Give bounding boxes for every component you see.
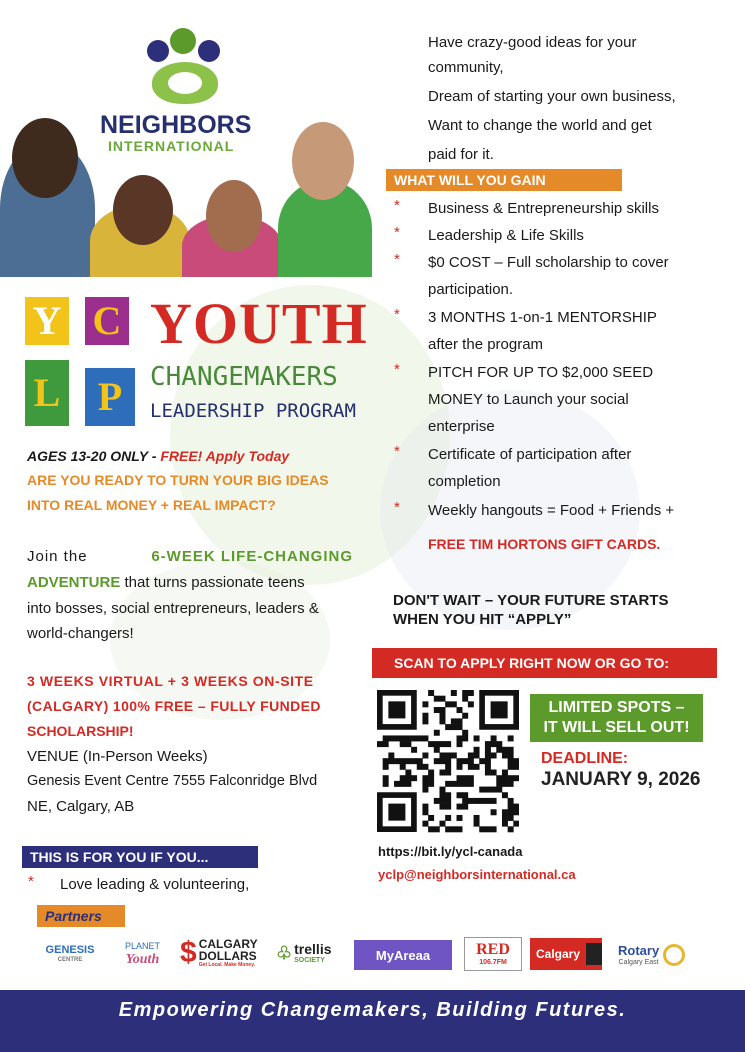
bullet-star: * [394,443,400,460]
intro-line-4: Want to change the world and get [428,117,652,134]
gain-item: Business & Entrepreneurship skills [428,200,659,217]
adventure-text: ADVENTURE [27,574,121,591]
free-text: FREE! Apply Today [160,448,290,464]
format-line-1: 3 WEEKS VIRTUAL + 3 WEEKS ON-SITE [27,673,314,689]
dollar-icon: $ [180,936,197,969]
trellis-leaf-icon: ♧ [276,942,293,963]
intro-line-3: Dream of starting your own business, [428,88,676,105]
bullet-star: * [394,224,400,241]
partner-planet-youth-logo [115,936,170,972]
for-you-item: Love leading & volunteering, [60,876,250,893]
bullet-star: * [394,361,400,378]
for-you-banner: THIS IS FOR YOU IF YOU... [22,846,258,868]
rotary-name: Rotary [618,942,660,958]
person-face [12,118,78,198]
join-line-4: world-changers! [27,625,134,642]
join-highlight: 6-WEEK LIFE-CHANGING [151,548,353,565]
format-line-3: SCHOLARSHIP! [27,723,134,739]
dont-wait-1: DON'T WAIT – YOUR FUTURE STARTS [393,592,669,609]
brand-name: NEIGHBORS [100,111,252,139]
bullet-star: * [28,873,34,890]
rotary-sub: Calgary East [618,958,659,966]
join-pre: Join the [27,548,88,565]
apply-url[interactable]: https://bit.ly/ycl-canada [378,844,523,859]
deadline-label: DEADLINE: [541,750,629,767]
header-photo [0,0,372,277]
join-line-2 [27,569,305,596]
partners-banner: Partners [37,905,125,927]
footer-banner: Empowering Changemakers, Building Futures. [0,990,745,1052]
dont-wait-2: WHEN YOU HIT “APPLY” [393,611,572,628]
partner-rotary-logo [618,938,702,972]
limited-line-1: LIMITED SPOTS – [548,699,685,716]
gain-item: PITCH FOR UP TO $2,000 SEED [428,364,654,381]
bullet-star: * [394,197,400,214]
myareaa-name: MyAreaa [375,947,431,963]
format-line-2: (CALGARY) 100% FREE – FULLY FUNDED [27,698,321,714]
program-subtitle: CHANGEMAKERS [150,362,338,392]
gain-item: 3 MONTHS 1-on-1 MENTORSHIP [428,309,657,326]
tile-c: C [85,297,129,345]
intro-line-5: paid for it. [428,146,494,163]
join-line-1 [27,543,353,570]
person-face [113,175,173,245]
contact-email[interactable]: yclp@neighborsinternational.ca [378,867,576,882]
venue-label: VENUE (In-Person Weeks) [27,748,208,765]
tile-p: P [85,368,135,426]
tile-l: L [25,360,69,426]
calgary-city-name: Calgary [536,947,581,961]
limited-spots-box [530,694,703,742]
gain-item-cont: MONEY to Launch your social [428,391,629,408]
gain-item-cont: participation. [428,281,514,298]
join-line-3: into bosses, social entrepreneurs, leaders & [27,600,319,617]
partner-trellis-logo [276,937,348,969]
gain-item-cont: after the program [428,336,544,353]
calgary-dollars-2: DOLLARS [198,948,257,963]
gain-item: Certificate of participation after [428,446,632,463]
question-line-2: INTO REAL MONEY + REAL IMPACT? [27,497,276,513]
genesis-name: GENESIS [45,944,95,956]
bullet-star: * [394,251,400,268]
partner-myareaa-logo [354,940,452,970]
qr-code-icon [377,690,519,836]
red-name: RED [476,940,510,958]
ages-text: AGES 13-20 ONLY - [27,448,157,464]
scan-banner: SCAN TO APPLY RIGHT NOW OR GO TO: [372,648,717,678]
ages-line [27,443,289,470]
planet-youth: Youth [125,951,160,967]
trellis-name: trellis [294,940,332,957]
intro-line-2: community, [428,59,504,76]
venue-line-1: Genesis Event Centre 7555 Falconridge Blvd [27,773,318,789]
gain-item: $0 COST – Full scholarship to cover [428,254,669,271]
gain-item-cont: completion [428,473,501,490]
limited-line-2: IT WILL SELL OUT! [543,719,690,736]
person-face [206,180,262,252]
program-title: YOUTH [150,291,368,356]
brand-subtitle: INTERNATIONAL [108,138,235,154]
gain-banner: WHAT WILL YOU GAIN [386,169,622,191]
gain-item: Leadership & Life Skills [428,227,584,244]
calgary-dollars-tag: Get Local. Make Money. [198,961,255,968]
qr-code[interactable] [377,690,519,836]
crest-icon [586,943,602,965]
gain-item: Weekly hangouts = Food + Friends + [428,502,675,519]
calgary-dollars-1: CALGARY [198,936,258,951]
tile-y: Y [25,297,69,345]
person-face [292,122,354,200]
join-rest-1: that turns passionate teens [124,574,305,591]
bullet-star: * [394,306,400,323]
partner-city-calgary-logo [530,938,602,970]
question-line-1: ARE YOU READY TO TURN YOUR BIG IDEAS [27,472,329,488]
trellis-sub: SOCIETY [294,956,325,964]
gain-item-cont: enterprise [428,418,495,435]
bullet-star: * [394,499,400,516]
deadline-date: JANUARY 9, 2026 [541,769,701,790]
partner-genesis-logo [36,938,104,970]
program-subtitle-2: LEADERSHIP PROGRAM [150,400,356,422]
red-fm: 106.7FM [479,958,507,966]
intro-line-1: Have crazy-good ideas for your [428,34,637,51]
partner-calgary-dollars-logo [180,935,272,971]
genesis-sub: CENTRE [57,957,83,963]
venue-line-2: NE, Calgary, AB [27,798,135,815]
partner-red-fm-logo [464,937,522,971]
gift-text: FREE TIM HORTONS GIFT CARDS. [428,536,661,552]
planet-name: PLANET [124,940,160,951]
rotary-wheel-icon [663,944,685,966]
